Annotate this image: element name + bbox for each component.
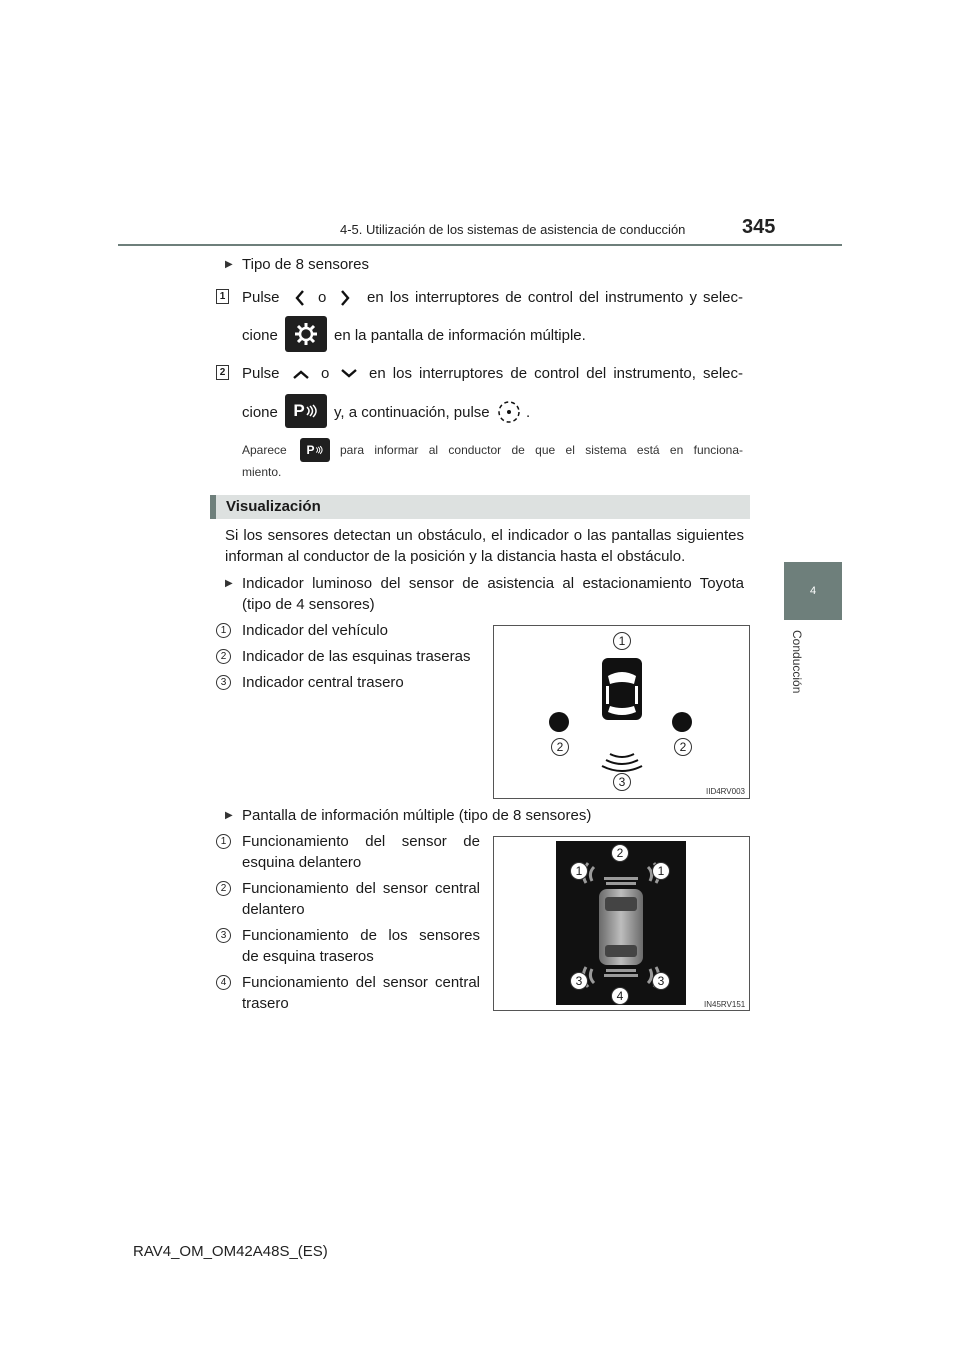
list-number: 2 bbox=[216, 881, 231, 896]
list-number: 3 bbox=[216, 928, 231, 943]
list-item: esquina delantero bbox=[242, 854, 362, 871]
note-text: miento. bbox=[242, 465, 282, 479]
figure-callout: 2 bbox=[611, 844, 629, 862]
note-text: Aparece bbox=[242, 443, 287, 457]
step-text: en los interruptores de control del instrumento y selec- bbox=[367, 289, 743, 306]
chapter-title: 4-5. Utilización de los sistemas de asistencia de conducción bbox=[340, 222, 686, 237]
display-screen bbox=[556, 841, 686, 1005]
section-intro: Si los sensores detectan un obstáculo, el indicador o las pantallas siguientes bbox=[225, 527, 744, 544]
step-text: en la pantalla de información múltiple. bbox=[334, 327, 586, 344]
parking-sensor-icon bbox=[285, 394, 327, 428]
header-divider bbox=[118, 244, 842, 246]
step-text-or: o bbox=[318, 289, 327, 306]
triangle-right-icon: ▶ bbox=[225, 259, 233, 270]
list-item: Indicador de las esquinas traseras bbox=[242, 648, 471, 665]
list-number: 4 bbox=[216, 975, 231, 990]
figure-code: IID4RV003 bbox=[706, 787, 745, 796]
chapter-tab: 4 bbox=[784, 562, 842, 620]
list-item: delantero bbox=[242, 901, 305, 918]
step-text: . bbox=[526, 404, 531, 421]
step-text-or: o bbox=[321, 365, 330, 382]
chapter-tab-label: Conducción bbox=[790, 630, 804, 694]
list-item: Funcionamiento del sensor de bbox=[242, 833, 480, 850]
step-text: cione bbox=[242, 404, 278, 421]
list-item: Indicador central trasero bbox=[242, 674, 404, 691]
list-item: trasero bbox=[242, 995, 289, 1012]
figure-callout: 3 bbox=[570, 972, 588, 990]
step-text: cione bbox=[242, 327, 278, 344]
step-text: en los interruptores de control del instrumento, selec- bbox=[369, 365, 743, 382]
bullet-title: Indicador luminoso del sensor de asistencia al estacionamiento Toyota bbox=[242, 575, 744, 592]
triangle-right-icon: ▶ bbox=[225, 578, 233, 589]
chevron-left-icon bbox=[293, 288, 307, 308]
step-number: 1 bbox=[216, 289, 229, 304]
figure-callout: 1 bbox=[570, 862, 588, 880]
step-text: y, a continuación, pulse bbox=[334, 404, 490, 421]
parking-sensor-icon bbox=[300, 438, 330, 462]
list-item: Funcionamiento de los sensores bbox=[242, 927, 480, 944]
list-item: Funcionamiento del sensor central bbox=[242, 974, 480, 991]
figure-callout: 3 bbox=[613, 773, 631, 791]
figure-callout: 3 bbox=[652, 972, 670, 990]
gear-icon bbox=[285, 316, 327, 352]
list-number: 3 bbox=[216, 675, 231, 690]
chevron-up-icon bbox=[290, 364, 312, 384]
list-number: 1 bbox=[216, 834, 231, 849]
bullet-title: (tipo de 4 sensores) bbox=[242, 596, 375, 613]
list-number: 1 bbox=[216, 623, 231, 638]
page-number: 345 bbox=[742, 216, 776, 238]
ok-button-icon bbox=[497, 400, 521, 424]
figure-code: IN45RV151 bbox=[704, 1000, 746, 1009]
figure-callout: 1 bbox=[613, 632, 631, 650]
figure-callout: 1 bbox=[652, 862, 670, 880]
section-header bbox=[210, 495, 750, 519]
display-figure bbox=[493, 836, 750, 1011]
list-item: Indicador del vehículo bbox=[242, 622, 388, 639]
section-title: Visualización bbox=[226, 498, 321, 515]
step-text: Pulse bbox=[242, 289, 280, 306]
list-item: Funcionamiento del sensor central bbox=[242, 880, 480, 897]
step-text: Pulse bbox=[242, 365, 280, 382]
parking-icon-letter: P bbox=[293, 401, 305, 420]
figure-callout: 2 bbox=[551, 738, 569, 756]
figure-callout: 4 bbox=[611, 987, 629, 1005]
footer-model: RAV4_OM_OM42A48S_(ES) bbox=[133, 1243, 328, 1260]
section-intro: informan al conductor de la posición y la distancia hasta el obstáculo. bbox=[225, 548, 686, 565]
indicator-figure bbox=[493, 625, 750, 799]
note-text: para informar al conductor de que el sistema está en funciona- bbox=[340, 443, 743, 457]
parking-icon-letter: P bbox=[306, 443, 315, 457]
list-item: de esquina traseros bbox=[242, 948, 374, 965]
triangle-right-icon: ▶ bbox=[225, 810, 233, 821]
chevron-right-icon bbox=[338, 288, 352, 308]
bullet-title: Tipo de 8 sensores bbox=[242, 256, 370, 273]
chevron-down-icon bbox=[338, 364, 360, 384]
figure-callout: 2 bbox=[674, 738, 692, 756]
list-number: 2 bbox=[216, 649, 231, 664]
bullet-title: Pantalla de información múltiple (tipo de 8 sensores) bbox=[242, 807, 592, 824]
step-number: 2 bbox=[216, 365, 229, 380]
